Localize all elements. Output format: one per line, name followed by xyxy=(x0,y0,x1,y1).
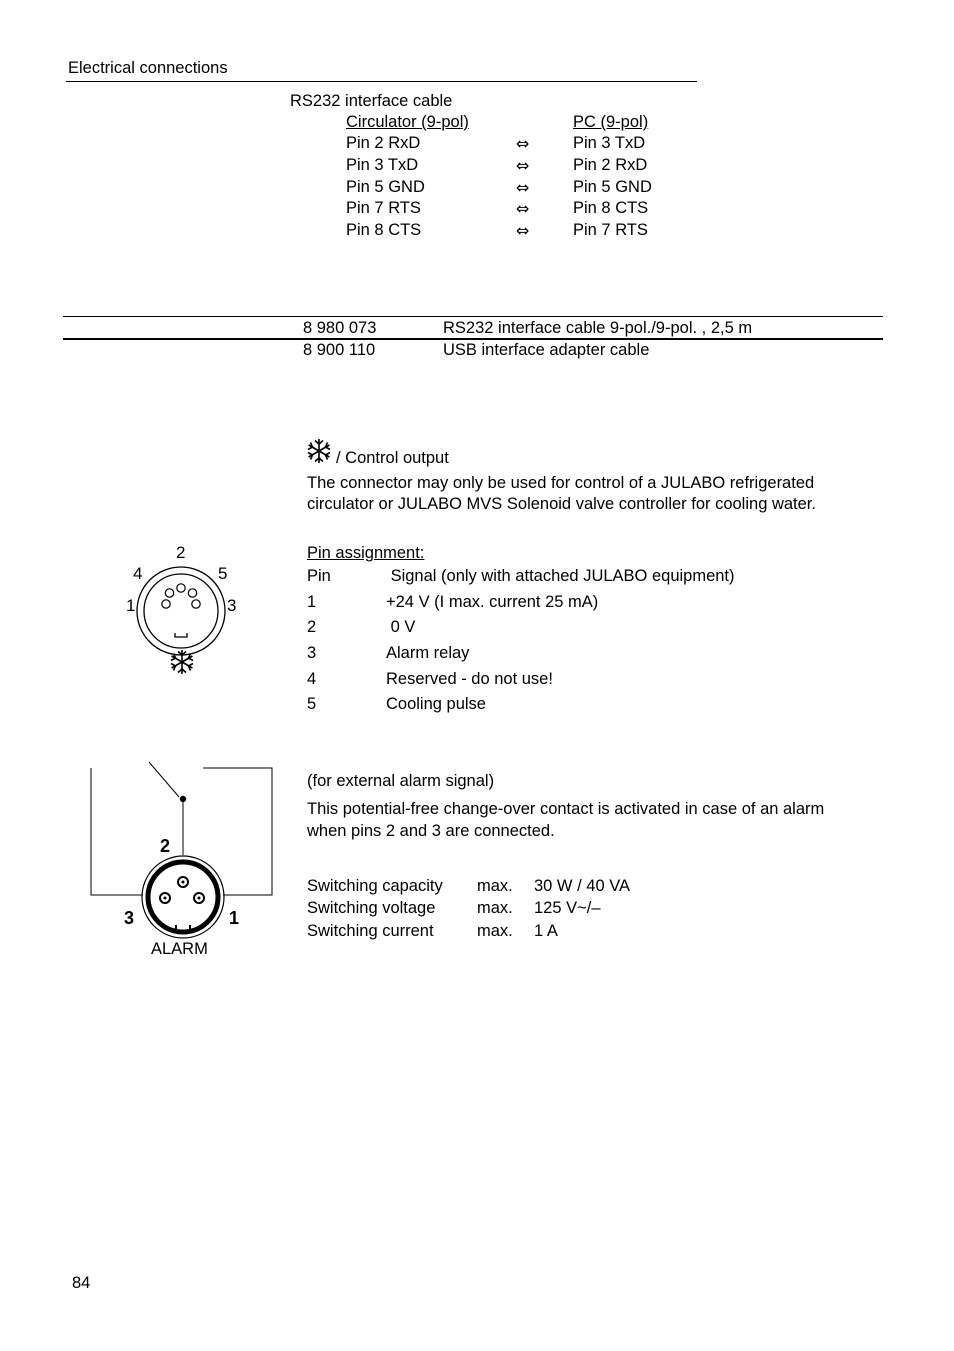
rs232-row-right: Pin 5 GND xyxy=(573,178,652,196)
rs232-row-right: Pin 3 TxD xyxy=(573,134,646,152)
alarm-subtitle: (for external alarm signal) xyxy=(307,772,495,790)
alarm-connector-label: ALARM xyxy=(151,940,208,958)
spec-value: 125 V~/– xyxy=(534,899,601,917)
bidirectional-arrow-icon: ⇔ xyxy=(516,221,530,240)
section-title: Electrical connections xyxy=(68,59,228,77)
rs232-title: RS232 interface cable xyxy=(290,92,453,110)
alarm-pin-label: 3 xyxy=(124,908,135,928)
spec-label: Switching voltage xyxy=(307,899,436,917)
spec-qualifier: max. xyxy=(477,899,513,917)
snowflake-icon xyxy=(168,648,196,676)
connector-pin-label: 5 xyxy=(218,564,228,583)
rs232-row-left: Pin 5 GND xyxy=(346,178,425,196)
alarm-connector-diagram xyxy=(85,755,285,935)
connector-pin-label: 4 xyxy=(133,564,143,583)
rs232-col-right-header: PC (9-pol) xyxy=(573,113,649,131)
rs232-row-left: Pin 8 CTS xyxy=(346,221,422,239)
accessory-description: USB interface adapter cable xyxy=(443,341,650,359)
pin-number: 5 xyxy=(307,695,317,713)
pin-signal: Cooling pulse xyxy=(386,695,486,713)
pin-number: 4 xyxy=(307,670,317,688)
spec-value: 1 A xyxy=(534,922,558,940)
pin-number: 3 xyxy=(307,644,317,662)
accessory-description: RS232 interface cable 9-pol./9-pol. , 2,5 m xyxy=(443,319,753,337)
pin-signal: Reserved - do not use! xyxy=(386,670,553,688)
pin-signal: +24 V (I max. current 25 mA) xyxy=(386,593,599,611)
page-number: 84 xyxy=(72,1274,91,1292)
spec-value: 30 W / 40 VA xyxy=(534,877,630,895)
spec-label: Switching capacity xyxy=(307,877,443,895)
connector-pin-label: 2 xyxy=(176,543,186,562)
alarm-description: when pins 2 and 3 are connected. xyxy=(307,822,555,840)
rs232-row-right: Pin 7 RTS xyxy=(573,221,648,239)
pin-assignment-label: Pin assignment: xyxy=(307,544,425,562)
accessories-rule-mid xyxy=(63,338,883,340)
bidirectional-arrow-icon: ⇔ xyxy=(516,134,530,153)
pin-table-header-pin: Pin xyxy=(307,567,331,585)
bidirectional-arrow-icon: ⇔ xyxy=(516,178,530,197)
bidirectional-arrow-icon: ⇔ xyxy=(516,199,530,218)
pin-signal: Alarm relay xyxy=(386,644,470,662)
rs232-row-right: Pin 8 CTS xyxy=(573,199,649,217)
rs232-row-right: Pin 2 RxD xyxy=(573,156,648,174)
snowflake-icon xyxy=(305,437,333,465)
control-output-description: circulator or JULABO MVS Solenoid valve controller for cooling water. xyxy=(307,495,816,513)
control-output-title: / Control output xyxy=(336,449,449,467)
accessory-number: 8 900 110 xyxy=(303,341,376,359)
pin-number: 1 xyxy=(307,593,317,611)
pin-signal: 0 V xyxy=(386,618,416,636)
header-rule xyxy=(66,81,697,82)
accessory-number: 8 980 073 xyxy=(303,319,377,337)
pin-number: 2 xyxy=(307,618,317,636)
alarm-description: This potential-free change-over contact is activated in case of an alarm xyxy=(307,800,825,818)
rs232-row-left: Pin 3 TxD xyxy=(346,156,419,174)
rs232-col-left-header: Circulator (9-pol) xyxy=(346,113,469,131)
accessories-rule-top xyxy=(63,316,883,317)
rs232-row-left: Pin 7 RTS xyxy=(346,199,421,217)
spec-qualifier: max. xyxy=(477,877,513,895)
spec-label: Switching current xyxy=(307,922,434,940)
alarm-pin-label: 1 xyxy=(229,908,240,928)
connector-pin-label: 3 xyxy=(227,596,237,615)
control-output-description: The connector may only be used for control of a JULABO refrigerated xyxy=(307,474,815,492)
spec-qualifier: max. xyxy=(477,922,513,940)
bidirectional-arrow-icon: ⇔ xyxy=(516,156,530,175)
connector-pin-label: 1 xyxy=(126,596,136,615)
rs232-row-left: Pin 2 RxD xyxy=(346,134,421,152)
alarm-pin-label: 2 xyxy=(160,836,171,856)
pin-table-header-signal: Signal (only with attached JULABO equipment) xyxy=(386,567,735,585)
